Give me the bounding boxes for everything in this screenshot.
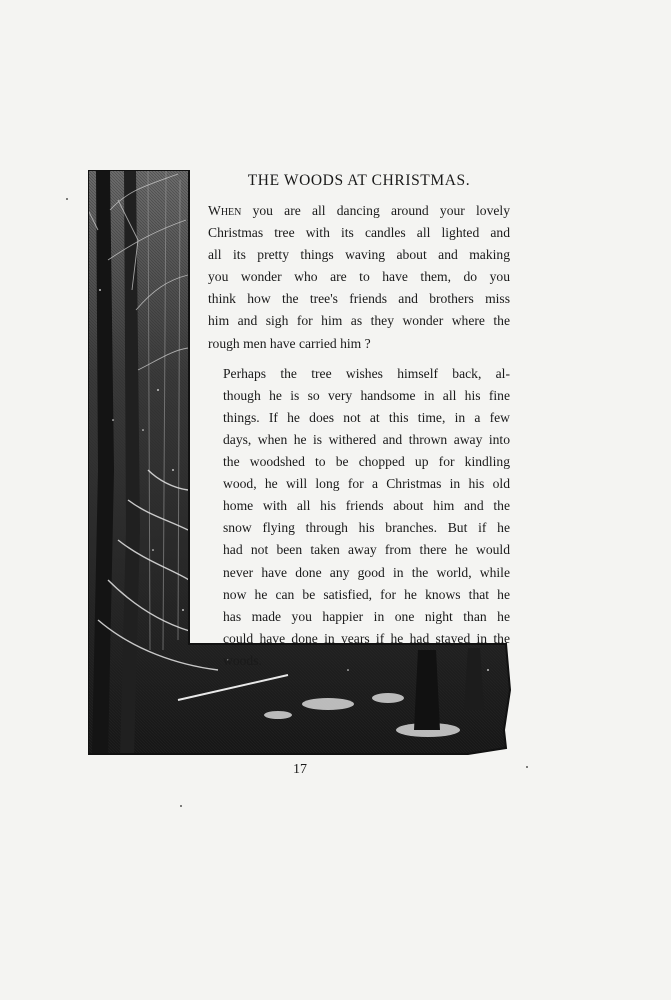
text-line: the woodshed to be chopped up for kindling — [223, 454, 510, 470]
text-line: Perhaps the tree wishes himself back, al- — [223, 365, 510, 381]
paper-speck — [180, 805, 182, 807]
text-line: him and sigh for him as they wonder where the — [208, 313, 510, 329]
text-line: snow flying through his branches. But if he — [223, 520, 510, 536]
text-line: things. If he does not at this time, in a few — [223, 409, 510, 425]
text-line: never have done any good in the world, while — [223, 564, 510, 580]
text-line: has made you happier in one night than he — [223, 608, 510, 624]
text-line: had not been taken away from there he would — [223, 542, 510, 558]
text-line: though he is so very handsome in all his fine — [223, 387, 510, 403]
page-number: 17 — [293, 762, 307, 777]
paragraph-1 — [208, 200, 510, 355]
paragraph-2 — [208, 363, 510, 672]
text-line: home with all his friends about him and the — [223, 498, 510, 514]
paper-speck — [526, 766, 528, 768]
body-text — [208, 200, 510, 672]
text-line: woods. — [223, 652, 262, 668]
paper-speck — [66, 198, 68, 200]
paragraph-lead-word: When — [208, 203, 242, 218]
text-line: Christmas tree with its candles all lighted and — [208, 225, 510, 241]
text-line: now he can be satisfied, for he knows that he — [223, 586, 510, 602]
text-line: you wonder who are to have them, do you — [208, 269, 510, 285]
text-line: could have done in years if he had stayed in the — [223, 630, 510, 646]
text-line: When you are all dancing around your lovely — [208, 203, 510, 218]
text-line: days, when he is withered and thrown away into — [223, 431, 510, 447]
text-line: rough men have carried him ? — [208, 335, 371, 351]
text-line: think how the tree's friends and brothers miss — [208, 291, 510, 307]
chapter-title: THE WOODS AT CHRISTMAS. — [247, 172, 471, 189]
text-line: wood, he will long for a Christmas in his old — [223, 476, 510, 492]
text-line: all its pretty things waving about and making — [208, 247, 510, 263]
